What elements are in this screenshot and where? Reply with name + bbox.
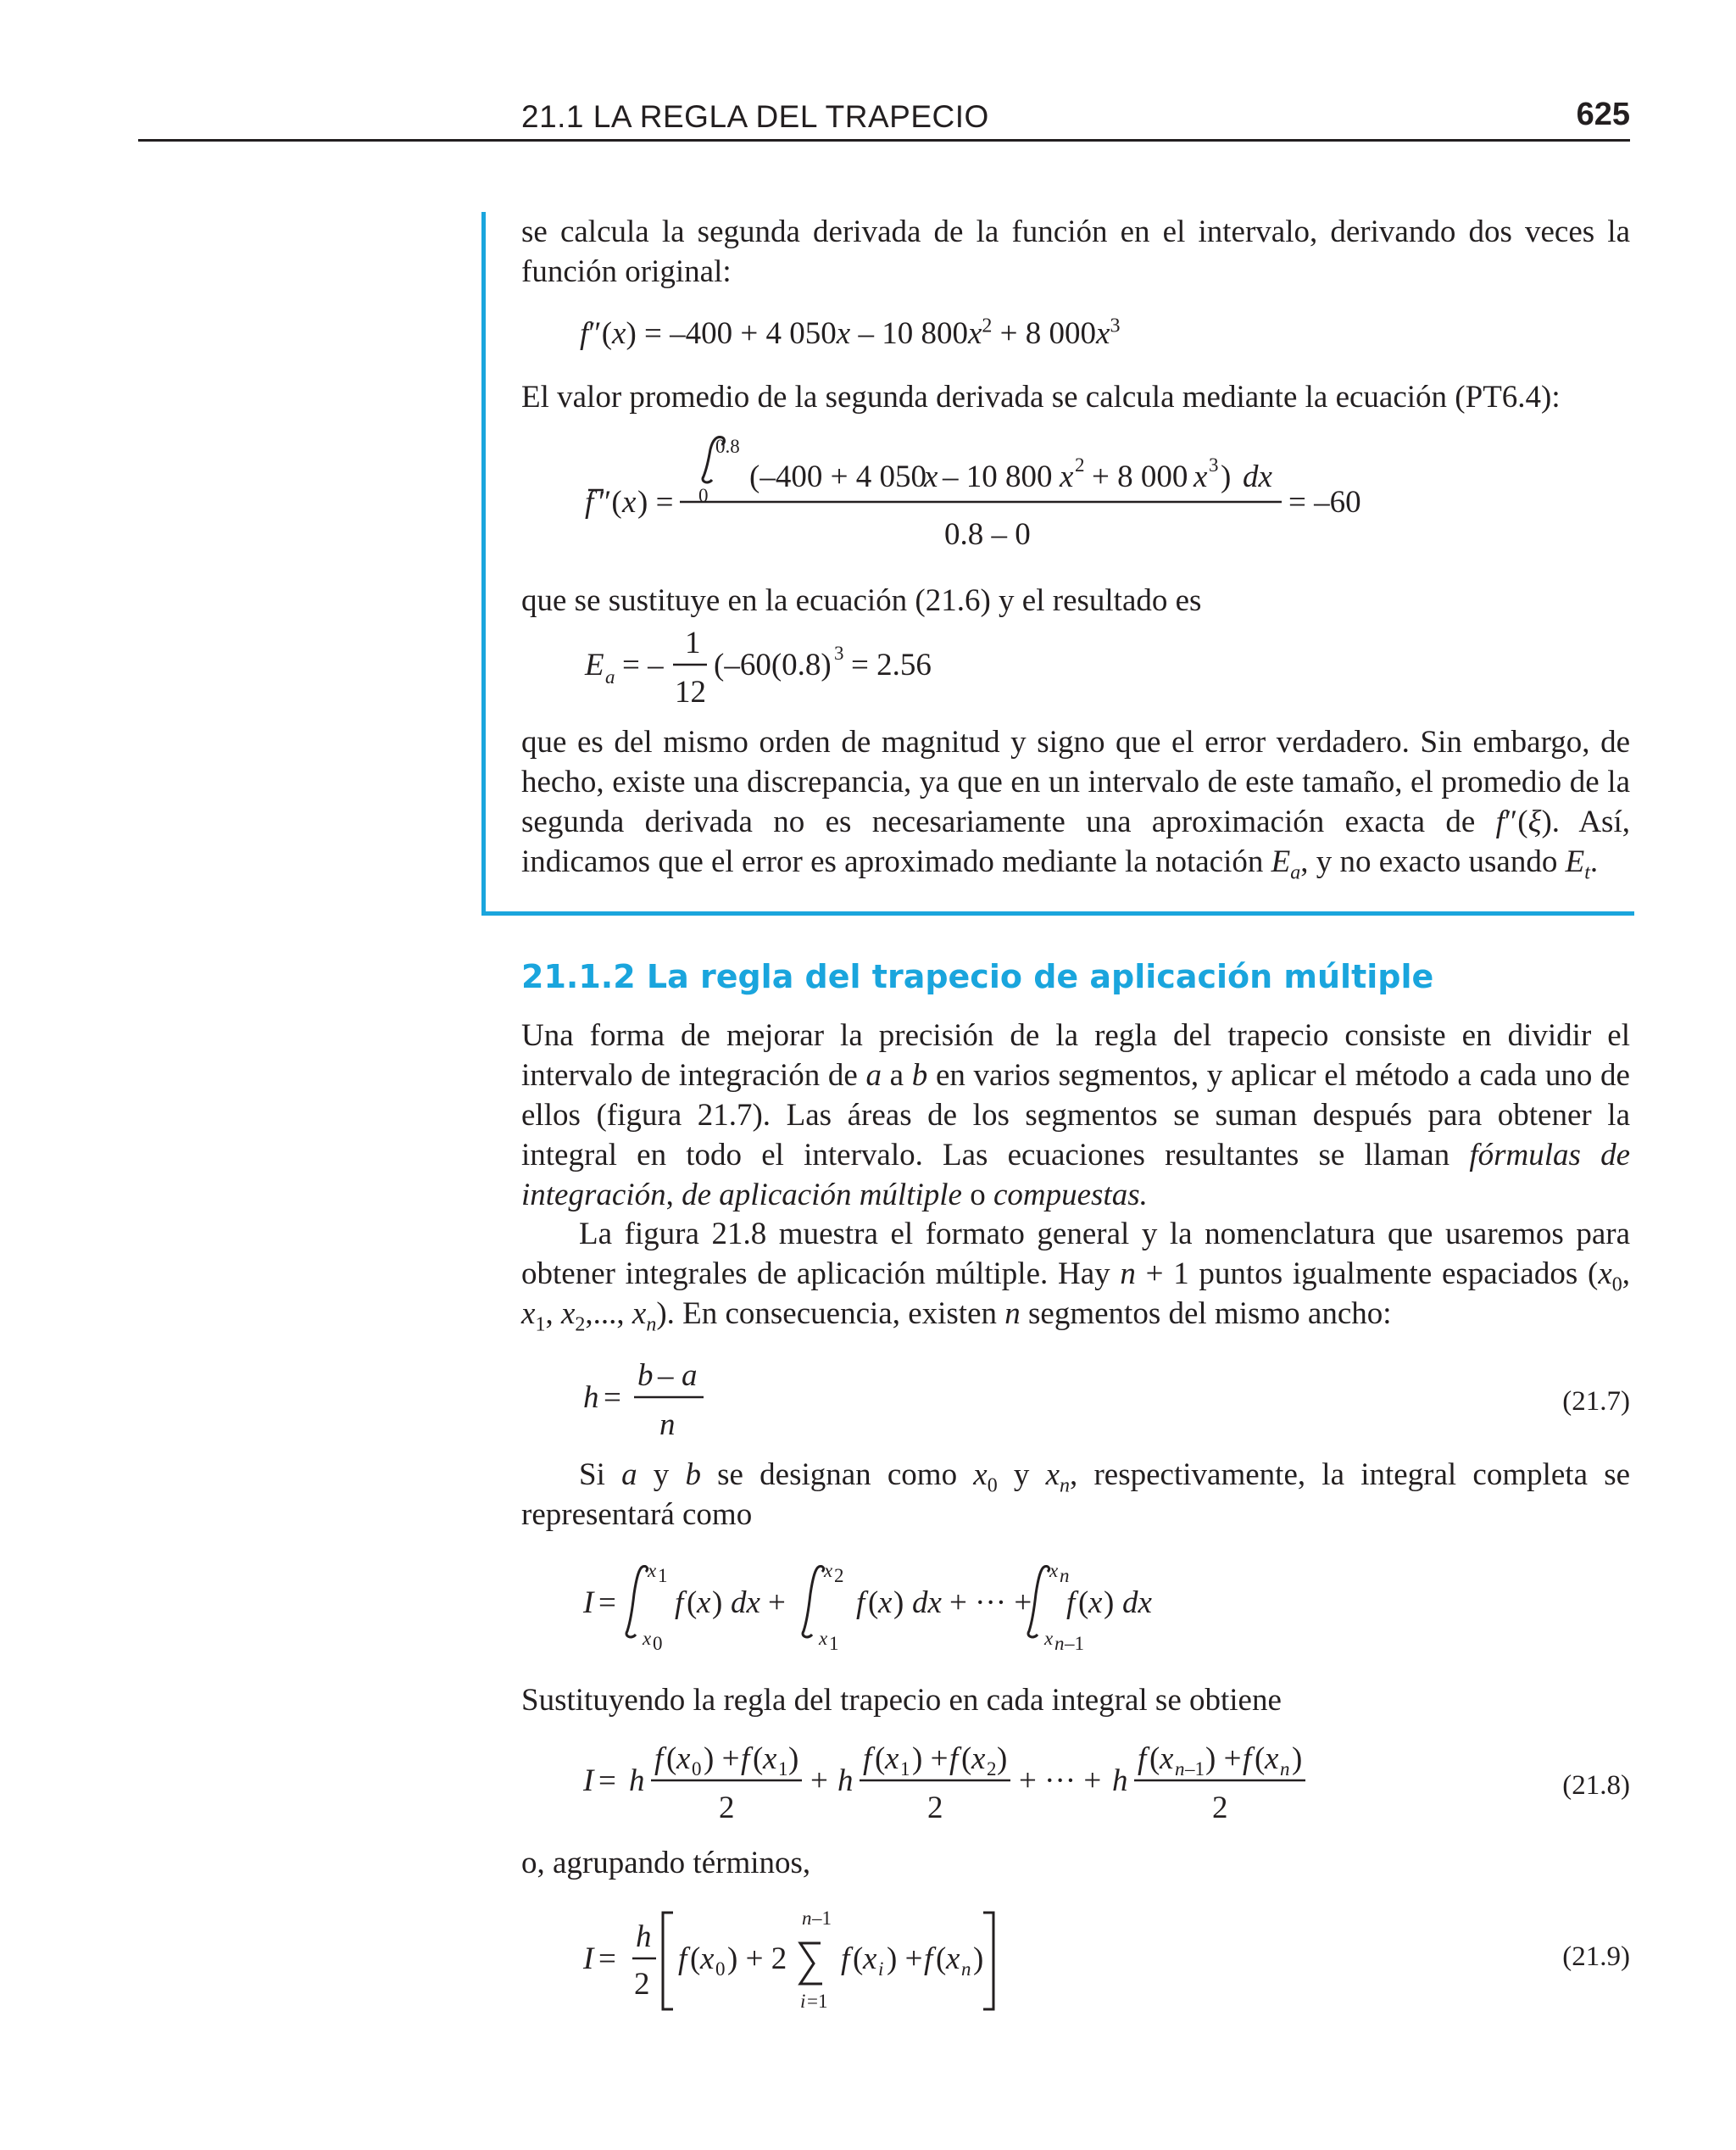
svg-text:h: h	[1112, 1763, 1128, 1798]
svg-text:– 10 800: – 10 800	[943, 460, 1053, 494]
svg-text:+: +	[810, 1763, 828, 1798]
svg-text:″(: ″(	[598, 485, 622, 520]
svg-text:(: (	[1078, 1585, 1089, 1620]
svg-text:= –: = –	[622, 648, 664, 682]
svg-text:2: 2	[719, 1791, 735, 1825]
svg-text:x: x	[697, 1585, 711, 1620]
svg-text:h: h	[636, 1919, 652, 1954]
svg-text:12: 12	[675, 675, 706, 710]
average-second-derivative-equation	[580, 434, 1385, 553]
svg-text:): )	[973, 1941, 984, 1976]
svg-text:1: 1	[658, 1565, 668, 1586]
svg-text:n: n	[961, 1958, 971, 1980]
svg-text:0: 0	[653, 1633, 663, 1654]
svg-text:x: x	[1265, 1741, 1279, 1776]
svg-text:) +: ) +	[887, 1941, 923, 1976]
svg-text:): )	[1221, 460, 1232, 494]
equation-number: (21.8)	[1562, 1770, 1630, 1801]
svg-text:): )	[712, 1585, 723, 1620]
svg-text:(: (	[1255, 1741, 1266, 1776]
svg-text:a: a	[605, 666, 615, 688]
svg-text:h: h	[583, 1380, 599, 1415]
example-paragraph: El valor promedio de la segunda derivada se calcula mediante la ecuación (PT6.4):	[521, 380, 1561, 415]
svg-text:=: =	[604, 1380, 621, 1415]
svg-text:f: f	[678, 1941, 687, 1976]
svg-text:=: =	[598, 1585, 616, 1620]
svg-text:) +: ) +	[1205, 1741, 1242, 1776]
svg-text:x: x	[648, 1560, 657, 1581]
svg-text:h: h	[629, 1763, 645, 1798]
svg-text:E: E	[585, 648, 604, 682]
equation-number: (21.9)	[1562, 1941, 1630, 1972]
svg-text:dx: dx	[731, 1585, 760, 1620]
svg-text:(: (	[753, 1741, 764, 1776]
svg-text:= 2.56: = 2.56	[851, 648, 932, 682]
svg-text:(: (	[875, 1741, 886, 1776]
svg-text:) + 2: ) + 2	[727, 1941, 787, 1976]
svg-text:x: x	[824, 1560, 833, 1581]
svg-text:(–400 + 4 050: (–400 + 4 050	[749, 460, 926, 494]
example-paragraph: se calcula la segunda derivada de la función en el intervalo, derivando dos veces la función original:	[521, 214, 1630, 289]
composite-integral-equation	[580, 1560, 1207, 1653]
body-paragraph: Una forma de mejorar la precisión de la regla del trapecio consiste en dividir el intervalo de integración de a a b en varios segmentos, y aplicar el método a cada uno de ellos (figura 21.7). Las áreas de los segmentos se suman después para obtener la integral en todo el intervalo. Las ecuaciones resultantes se llaman fórmulas de integración, de aplicación múltiple o compuestas.	[521, 1018, 1630, 1212]
section-title: 21.1 LA REGLA DEL TRAPECIO	[521, 99, 989, 134]
svg-text:1: 1	[900, 1758, 910, 1780]
svg-text:x: x	[643, 1628, 652, 1649]
svg-text:f: f	[1138, 1741, 1147, 1776]
page-number: 625	[1576, 97, 1630, 132]
trapezoidal-sum-equation	[580, 1738, 1394, 1831]
svg-text:x: x	[700, 1941, 715, 1976]
svg-text:(: (	[853, 1941, 864, 1976]
svg-text:x: x	[863, 1941, 877, 1976]
svg-text:f: f	[863, 1741, 872, 1776]
svg-text:f: f	[1243, 1741, 1252, 1776]
svg-text:): )	[1104, 1585, 1115, 1620]
svg-text:0.8 – 0: 0.8 – 0	[944, 517, 1031, 552]
svg-text:h: h	[837, 1763, 854, 1798]
svg-text:x: x	[924, 460, 938, 494]
body-paragraph: Sustituyendo la regla del trapecio en cada integral se obtiene	[521, 1683, 1282, 1718]
svg-text:1: 1	[778, 1758, 788, 1780]
svg-text:(–60(0.8): (–60(0.8)	[714, 648, 832, 682]
svg-text:1: 1	[829, 1633, 839, 1654]
svg-text:a: a	[682, 1358, 698, 1393]
svg-text:(: (	[936, 1941, 947, 1976]
svg-text:) +: ) +	[704, 1741, 740, 1776]
svg-text:–1: –1	[1185, 1758, 1205, 1780]
svg-text:n: n	[1054, 1633, 1065, 1654]
svg-text:2: 2	[1212, 1791, 1228, 1825]
svg-text:): )	[1292, 1741, 1303, 1776]
svg-text:x: x	[1049, 1560, 1059, 1581]
svg-text:x: x	[1088, 1585, 1103, 1620]
svg-text:) =: ) =	[637, 485, 674, 520]
svg-text:(: (	[961, 1741, 972, 1776]
svg-text:2: 2	[987, 1758, 997, 1780]
svg-text:= –60: = –60	[1288, 485, 1361, 520]
svg-text:+: +	[768, 1585, 786, 1620]
svg-text:dx: dx	[1243, 460, 1272, 494]
approximate-error-equation	[580, 627, 1004, 712]
svg-text:(: (	[868, 1585, 879, 1620]
svg-text:x: x	[971, 1741, 986, 1776]
section-heading: 21.1.2 La regla del trapecio de aplicación múltiple	[521, 958, 1434, 995]
svg-text:2: 2	[1075, 454, 1085, 476]
svg-text:f: f	[949, 1741, 959, 1776]
svg-text:(: (	[1149, 1741, 1160, 1776]
svg-text:(: (	[690, 1941, 701, 1976]
svg-text:0: 0	[692, 1758, 702, 1780]
svg-text:x: x	[1160, 1741, 1174, 1776]
body-paragraph: La figura 21.8 muestra el formato general y la nomenclatura que usaremos para obtener integrales de aplicación múltiple. Hay n + 1 puntos igualmente espaciados ($x_0$, $x_1$, $x_2$,..., $x_n$). En consecuencia, existen n segmentos del mismo ancho:	[521, 1217, 1630, 1336]
svg-text:x: x	[885, 1741, 899, 1776]
svg-text:n: n	[1060, 1565, 1070, 1586]
svg-text:n: n	[1175, 1758, 1185, 1780]
svg-text:): )	[788, 1741, 799, 1776]
body-paragraph: o, agrupando términos,	[521, 1846, 811, 1880]
svg-text:f: f	[654, 1741, 664, 1776]
svg-text:–1: –1	[1065, 1633, 1084, 1654]
svg-text:x: x	[676, 1741, 691, 1776]
equation-number: (21.7)	[1562, 1386, 1630, 1417]
svg-text:–1: –1	[812, 1908, 832, 1929]
svg-text:I: I	[583, 1585, 594, 1620]
svg-text:I: I	[583, 1941, 594, 1976]
svg-text:x: x	[878, 1585, 893, 1620]
svg-text:x: x	[763, 1741, 777, 1776]
svg-text:0: 0	[698, 485, 709, 506]
svg-text:f: f	[585, 485, 594, 520]
svg-text:dx: dx	[1122, 1585, 1152, 1620]
segment-width-equation	[580, 1356, 800, 1441]
example-paragraph: que se sustituye en la ecuación (21.6) y el resultado es	[521, 583, 1202, 618]
svg-text:=: =	[598, 1763, 616, 1798]
svg-text:=1: =1	[807, 1991, 828, 2012]
svg-text:x: x	[622, 485, 637, 520]
svg-text:n: n	[1280, 1758, 1290, 1780]
svg-text:dx: dx	[912, 1585, 942, 1620]
svg-text:x: x	[1044, 1628, 1054, 1649]
svg-text:=: =	[598, 1941, 616, 1976]
svg-text:1: 1	[685, 626, 701, 660]
svg-text:2: 2	[634, 1967, 650, 2002]
svg-text:x: x	[1060, 460, 1074, 494]
svg-text:+ ··· +: + ··· +	[1019, 1763, 1102, 1798]
second-derivative-equation: f″(x) = –400 + 4 050x – 10 $800x^2 + 8$ $000x^3$	[580, 315, 1121, 351]
svg-text:x: x	[946, 1941, 960, 1976]
svg-text:) +: ) +	[912, 1741, 949, 1776]
svg-text:I: I	[583, 1763, 594, 1798]
example-paragraph: que es del mismo orden de magnitud y signo que el error verdadero. Sin embargo, de hecho, existe una discrepancia, ya que en un intervalo de este tamaño, el promedio de la segunda derivada no es necesariamente una aproximación exacta de f″(ξ). Así, indicamos que el error es aproximado mediante la notación $E_a$, y no exacto usando $E_t$.	[521, 725, 1630, 884]
svg-text:x: x	[1194, 460, 1208, 494]
svg-text:(: (	[666, 1741, 677, 1776]
svg-text:x: x	[819, 1628, 828, 1649]
svg-text:+ 8 000: + 8 000	[1092, 460, 1188, 494]
svg-text:f: f	[841, 1941, 850, 1976]
svg-text:f: f	[741, 1741, 750, 1776]
svg-text:2: 2	[927, 1791, 943, 1825]
svg-text:3: 3	[1209, 454, 1219, 476]
svg-text:): )	[893, 1585, 904, 1620]
grouped-trapezoidal-equation	[580, 1906, 1054, 2016]
svg-text:i: i	[800, 1991, 806, 2012]
svg-text:): )	[997, 1741, 1008, 1776]
svg-text:f: f	[1066, 1585, 1076, 1620]
svg-text:0.8: 0.8	[715, 436, 740, 457]
svg-text:–: –	[658, 1358, 674, 1393]
svg-text:b: b	[637, 1358, 654, 1393]
svg-text:n: n	[802, 1908, 812, 1929]
svg-text:0: 0	[715, 1958, 726, 1980]
svg-text:f: f	[924, 1941, 933, 1976]
svg-text:i: i	[878, 1958, 884, 1980]
svg-text:(: (	[687, 1585, 698, 1620]
running-header	[138, 95, 1630, 142]
svg-text:2: 2	[834, 1565, 844, 1586]
svg-text:+ ··· +: + ··· +	[949, 1585, 1032, 1620]
svg-text:f: f	[856, 1585, 865, 1620]
body-paragraph: Si a y b se designan como $x_0$ y $x_n$, respectivamente, la integral completa se representará como	[521, 1457, 1631, 1532]
svg-text:n: n	[659, 1407, 676, 1442]
svg-text:f: f	[675, 1585, 684, 1620]
svg-text:3: 3	[834, 643, 844, 664]
